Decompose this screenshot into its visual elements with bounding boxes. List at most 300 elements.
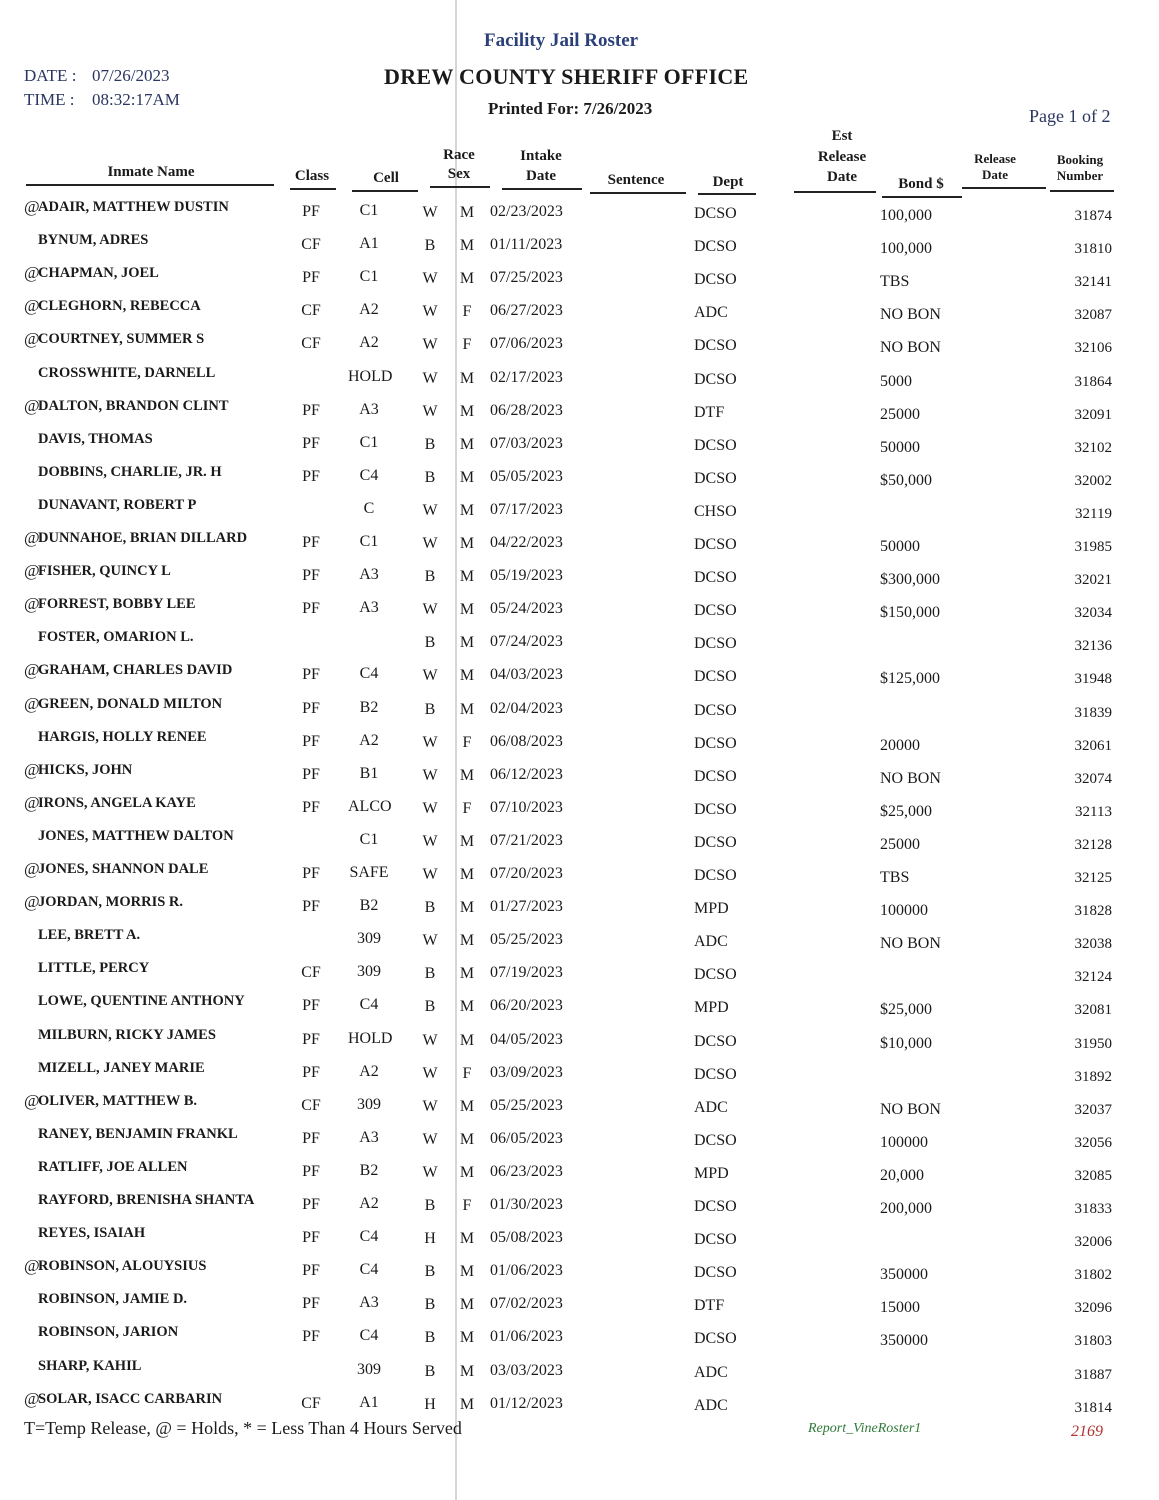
inmate-name: DUNNAHOE, BRIAN DILLARD [38,530,248,546]
inmate-name: ROBINSON, ALOUYSIUS [38,1258,207,1275]
table-row [0,197,1159,230]
bond-cell: 20,000 [880,1166,924,1184]
booking-number-cell: 32102 [1074,439,1112,456]
dept-cell: DCSO [694,1231,737,1249]
inmate-name: CHAPMAN, JOEL [38,265,159,282]
booking-number-cell: 31828 [1074,903,1112,920]
intake-date-cell: 06/12/2023 [490,765,563,783]
booking-number-cell: 32021 [1074,572,1112,589]
class-cell: PF [302,1030,320,1048]
table-row [0,1058,1159,1091]
col-est-2: Release [817,149,867,165]
cell-cell: 309 [357,930,381,948]
bond-cell: $50,000 [880,471,932,489]
col-dept: Dept [712,174,744,190]
sex-cell: M [459,667,475,685]
race-cell: W [422,402,438,420]
inmate-name: GRAHAM, CHARLES DAVID [38,662,233,679]
race-cell: B [424,965,436,983]
inmate-name: BYNUM, ADRES [38,232,149,249]
bond-cell: 50000 [880,438,920,456]
table-row [0,594,1159,627]
inmate-name: DAVIS, THOMAS [38,430,153,447]
cell-cell: B2 [359,698,379,716]
cell-cell: A1 [359,1393,379,1411]
sex-cell: M [459,535,475,552]
race-cell: W [422,1130,438,1148]
agency-name: DREW COUNTY SHERIFF OFFICE [384,64,749,89]
class-cell: CF [301,1096,321,1114]
inmate-name: ROBINSON, JARION [38,1324,179,1341]
table-row [0,727,1159,760]
table-row [0,230,1159,263]
race-cell: B [424,700,436,718]
cell-cell: C1 [359,533,379,550]
inmate-name: DUNAVANT, ROBERT P [38,496,197,513]
footer-report-name: Report_VineRoster1 [808,1421,922,1436]
hold-marker: @ [24,395,40,415]
table-row [0,892,1159,925]
sex-cell: M [459,1097,475,1115]
col-underline [794,191,876,193]
booking-number-cell: 32125 [1074,870,1112,886]
booking-number-cell: 32002 [1074,472,1112,489]
hold-marker: @ [24,528,40,547]
race-cell: W [422,601,438,619]
sex-cell: M [459,1163,475,1181]
hold-marker: @ [24,693,40,713]
inmate-name: JONES, SHANNON DALE [38,861,209,877]
booking-number-cell: 31802 [1074,1267,1112,1284]
class-cell: PF [302,1162,320,1180]
sex-cell: M [459,965,475,983]
bond-cell: 100,000 [880,207,932,224]
class-cell: PF [302,732,320,750]
time-label: TIME : [24,90,75,109]
dept-cell: DCSO [694,337,737,355]
sex-cell: M [459,1296,475,1314]
class-cell: PF [302,898,320,916]
booking-number-cell: 32124 [1074,969,1112,986]
cell-cell: 309 [357,963,381,981]
col-underline [352,190,418,192]
bond-cell: $25,000 [880,802,932,820]
cell-cell: C4 [359,996,379,1014]
col-sex: Sex [447,166,471,182]
table-row [0,1124,1159,1157]
col-est-3: Date [827,169,857,185]
intake-date-cell: 07/24/2023 [490,633,563,651]
table-row [0,429,1159,462]
table-row [0,1289,1159,1322]
print-date [24,66,170,86]
booking-number-cell: 32113 [1075,803,1112,820]
booking-number-cell: 31874 [1074,208,1112,224]
dept-cell: DCSO [694,569,737,587]
class-cell: PF [302,467,320,485]
cell-cell: C4 [359,665,379,683]
booking-number-cell: 31814 [1074,1399,1112,1416]
intake-date-cell: 07/06/2023 [490,335,563,353]
booking-number-cell: 32106 [1074,340,1112,357]
cell-cell: A3 [359,599,379,617]
table-row [0,958,1159,991]
sex-cell: M [459,601,475,619]
bond-cell: 100000 [880,1133,928,1151]
class-cell: CF [301,1394,321,1412]
booking-number-cell: 32128 [1074,836,1112,853]
booking-number-cell: 32087 [1074,307,1112,324]
booking-number-cell: 32034 [1074,605,1112,622]
col-underline [962,187,1046,189]
booking-number-cell: 32141 [1074,274,1112,291]
col-booking-2: Number [1056,168,1104,183]
intake-date-cell: 05/24/2023 [490,600,563,618]
bond-cell: 100,000 [880,240,932,258]
race-cell: B [424,998,436,1016]
col-bond: Bond $ [898,176,944,192]
table-row [0,1190,1159,1223]
cell-cell: B1 [359,764,379,782]
race-cell: W [422,336,438,354]
intake-date-cell: 02/17/2023 [490,368,563,386]
intake-date-cell: 06/20/2023 [490,997,563,1015]
dept-cell: DCSO [694,701,737,719]
class-cell: PF [302,1328,320,1346]
table-row [0,329,1159,362]
page-number: Page 1 of 2 [1029,106,1111,126]
booking-number-cell: 32096 [1074,1300,1112,1317]
race-cell: W [422,667,438,685]
dept-cell: DTF [694,403,725,421]
inmate-name: RATLIFF, JOE ALLEN [38,1158,188,1175]
inmate-name: HARGIS, HOLLY RENEE [38,728,207,745]
cell-cell: A3 [359,1294,379,1312]
table-row [0,660,1159,693]
intake-date-cell: 03/03/2023 [490,1361,563,1379]
bond-cell: NO BON [880,769,941,787]
bond-cell: 20000 [880,736,920,754]
bond-cell: $300,000 [880,571,940,589]
class-cell: PF [302,865,320,882]
table-row [0,1256,1159,1289]
intake-date-cell: 01/12/2023 [490,1394,563,1412]
cell-cell: C1 [359,202,379,219]
bond-cell: 25000 [880,405,920,423]
hold-marker: @ [24,660,40,680]
table-row [0,826,1159,859]
sex-cell: M [459,899,475,917]
intake-date-cell: 05/08/2023 [490,1229,563,1247]
hold-marker: @ [24,1256,40,1276]
date-value: 07/26/2023 [92,66,170,85]
race-cell: B [424,1329,436,1347]
hold-marker: @ [24,263,40,283]
bond-cell: 25000 [880,835,920,853]
booking-number-cell: 32006 [1074,1234,1112,1251]
dept-cell: DCSO [694,602,737,620]
sex-cell: M [459,369,475,387]
inmate-name: DALTON, BRANDON CLINT [38,397,229,414]
race-cell: W [422,303,438,321]
intake-date-cell: 06/05/2023 [490,1129,563,1147]
dept-cell: DCSO [694,635,737,653]
bond-cell: $10,000 [880,1034,932,1052]
col-underline [26,184,274,186]
class-cell: PF [302,666,320,684]
booking-number-cell: 32061 [1074,737,1112,754]
col-booking-1: Booking [1056,152,1104,167]
table-row [0,793,1159,826]
race-cell: W [422,932,438,950]
race-cell: B [424,1263,436,1281]
booking-number-cell: 32136 [1074,638,1112,655]
inmate-name: MIZELL, JANEY MARIE [38,1059,205,1076]
race-cell: B [424,1197,436,1214]
intake-date-cell: 06/08/2023 [490,732,563,750]
cell-cell: A2 [359,731,379,749]
booking-number-cell: 31839 [1074,704,1112,721]
bond-cell: $125,000 [880,670,940,688]
intake-date-cell: 02/23/2023 [490,203,563,220]
sex-cell: M [459,866,475,883]
dept-cell: DCSO [694,668,737,686]
inmate-name: HICKS, JOHN [38,761,133,778]
inmate-name: RANEY, BENJAMIN FRANKL [38,1125,238,1142]
col-inmate-name: Inmate Name [107,164,195,180]
class-cell: PF [302,1196,320,1213]
bond-cell: TBS [880,273,910,291]
race-cell: B [424,435,436,453]
dept-cell: DCSO [694,436,737,454]
sex-cell: M [459,501,475,519]
bond-cell: NO BON [880,935,941,953]
hold-marker: @ [24,197,40,216]
intake-date-cell: 06/28/2023 [490,401,563,419]
table-row [0,760,1159,793]
inmate-name: FISHER, QUINCY L [38,563,171,580]
table-row [0,694,1159,727]
dept-cell: DCSO [694,536,737,553]
inmate-name: LEE, BRETT A. [38,927,141,944]
sex-cell: F [462,799,472,817]
race-cell: B [424,899,436,917]
hold-marker: @ [24,594,40,614]
table-row [0,627,1159,660]
sex-cell: M [459,1329,475,1347]
cell-cell: A2 [359,301,379,319]
cell-cell: A2 [359,334,379,352]
race-cell: H [424,1230,436,1248]
intake-date-cell: 06/23/2023 [490,1162,563,1180]
cell-cell: 309 [357,1095,381,1113]
bond-cell: TBS [880,869,910,886]
race-cell: W [422,1163,438,1181]
inmate-name: IRONS, ANGELA KAYE [38,794,196,811]
inmate-name: JORDAN, MORRIS R. [38,894,183,911]
race-cell: W [422,733,438,751]
race-cell: W [422,204,438,221]
inmate-name: REYES, ISAIAH [38,1225,146,1242]
table-row [0,528,1159,561]
class-cell: CF [301,302,321,320]
booking-number-cell: 32038 [1074,936,1112,953]
booking-number-cell: 32081 [1074,1002,1112,1019]
cell-cell: HOLD [348,1029,393,1047]
hold-marker: @ [24,561,40,581]
booking-number-cell: 32056 [1074,1134,1112,1151]
bond-cell: 350000 [880,1266,928,1284]
col-underline [430,186,490,188]
race-cell: W [422,1097,438,1115]
intake-date-cell: 07/21/2023 [490,831,563,849]
sex-cell: M [459,435,475,453]
class-cell: PF [302,567,320,585]
race-cell: W [422,799,438,817]
sex-cell: F [462,733,472,751]
table-row [0,462,1159,495]
col-underline [590,192,686,194]
table-row [0,1025,1159,1058]
booking-number-cell: 32074 [1074,770,1112,787]
col-underline [698,193,756,195]
intake-date-cell: 01/11/2023 [490,236,563,254]
sex-cell: M [459,568,475,586]
dept-cell: DCSO [694,800,737,818]
sex-cell: M [459,766,475,784]
intake-date-cell: 07/10/2023 [490,798,563,816]
sex-cell: M [459,700,475,718]
table-row [0,991,1159,1024]
sex-cell: F [462,1197,472,1214]
table-row [0,1389,1159,1422]
dept-cell: ADC [694,304,728,322]
dept-cell: DCSO [694,271,737,289]
inmate-name: DOBBINS, CHARLIE, JR. H [38,463,222,480]
table-row [0,859,1159,892]
cell-cell: C1 [359,268,379,286]
time-value: 08:32:17AM [92,90,180,109]
inmate-name: SHARP, KAHIL [38,1357,142,1374]
race-cell: W [422,535,438,552]
booking-number-cell: 32037 [1074,1101,1112,1118]
booking-number-cell: 32119 [1075,505,1112,522]
bond-cell: 350000 [880,1332,928,1350]
inmate-name: FORREST, BOBBY LEE [38,596,196,613]
footer-mark: 2169 [1071,1423,1103,1440]
print-time [24,90,180,110]
bond-cell: NO BON [880,306,941,324]
race-cell: W [422,1031,438,1049]
col-sentence: Sentence [607,172,665,188]
footer-legend: T=Temp Release, @ = Holds, * = Less Than 4 Hours Served [24,1418,462,1438]
booking-number-cell: 31810 [1074,241,1112,258]
table-row [0,363,1159,396]
table-row [0,495,1159,528]
col-cell: Cell [373,170,399,186]
race-cell: W [422,1064,438,1082]
dept-cell: CHSO [694,502,737,520]
inmate-name: RAYFORD, BRENISHA SHANTA [38,1192,255,1208]
inmate-name: OLIVER, MATTHEW B. [38,1092,197,1109]
dept-cell: DCSO [694,1198,737,1215]
intake-date-cell: 07/03/2023 [490,434,563,452]
report-title: Facility Jail Roster [484,30,639,51]
class-cell: PF [302,765,320,783]
table-row [0,1356,1159,1389]
dept-cell: DCSO [694,966,737,984]
inmate-name: FOSTER, OMARION L. [38,629,194,646]
intake-date-cell: 06/27/2023 [490,302,563,320]
intake-date-cell: 02/04/2023 [490,699,563,717]
class-cell: PF [302,203,320,220]
dept-cell: MPD [694,1164,729,1182]
table-row [0,1091,1159,1124]
booking-number-cell: 31892 [1074,1068,1112,1085]
inmate-name: GREEN, DONALD MILTON [38,695,223,712]
cell-cell: C1 [359,830,379,848]
inmate-name: SOLAR, ISACC CARBARIN [38,1390,223,1407]
sex-cell: M [459,1130,475,1148]
hold-marker: @ [24,1090,40,1110]
class-cell: PF [302,699,320,717]
booking-number-cell: 31948 [1074,671,1112,688]
class-cell: CF [301,964,321,982]
booking-number-cell: 31803 [1074,1333,1112,1350]
col-est-1: Est [831,128,853,144]
cell-cell: A3 [359,566,379,584]
race-cell: W [422,832,438,850]
dept-cell: ADC [694,1363,728,1381]
class-cell: CF [301,236,321,254]
booking-number-cell: 31833 [1074,1201,1112,1217]
table-row [0,263,1159,296]
dept-cell: DCSO [694,1065,737,1083]
cell-cell: B2 [359,897,379,915]
inmate-name: ROBINSON, JAMIE D. [38,1291,188,1308]
col-race: Race [443,147,475,163]
cell-cell: C [363,499,375,517]
dept-cell: ADC [694,1098,728,1116]
sex-cell: M [459,204,475,221]
booking-number-cell: 31864 [1074,373,1112,390]
class-cell: PF [302,1129,320,1147]
class-cell: PF [302,1262,320,1280]
booking-number-cell: 32091 [1074,406,1112,423]
intake-date-cell: 01/30/2023 [490,1196,563,1213]
cell-cell: A2 [359,1195,379,1212]
sex-cell: M [459,634,475,652]
bond-cell: $25,000 [880,1001,932,1019]
intake-date-cell: 01/06/2023 [490,1262,563,1280]
col-underline [1050,190,1114,192]
inmate-name: MILBURN, RICKY JAMES [38,1026,216,1043]
hold-marker: @ [24,759,40,779]
bond-cell: 200,000 [880,1200,932,1217]
race-cell: B [424,237,436,255]
race-cell: B [424,568,436,586]
dept-cell: MPD [694,999,729,1017]
cell-cell: 309 [357,1360,381,1378]
race-cell: B [424,1362,436,1380]
dept-cell: DCSO [694,867,737,884]
table-row [0,1223,1159,1256]
dept-cell: MPD [694,900,729,918]
cell-cell: SAFE [349,864,389,881]
sex-cell: F [462,303,472,321]
hold-marker: @ [24,296,40,316]
sex-cell: M [459,270,475,288]
